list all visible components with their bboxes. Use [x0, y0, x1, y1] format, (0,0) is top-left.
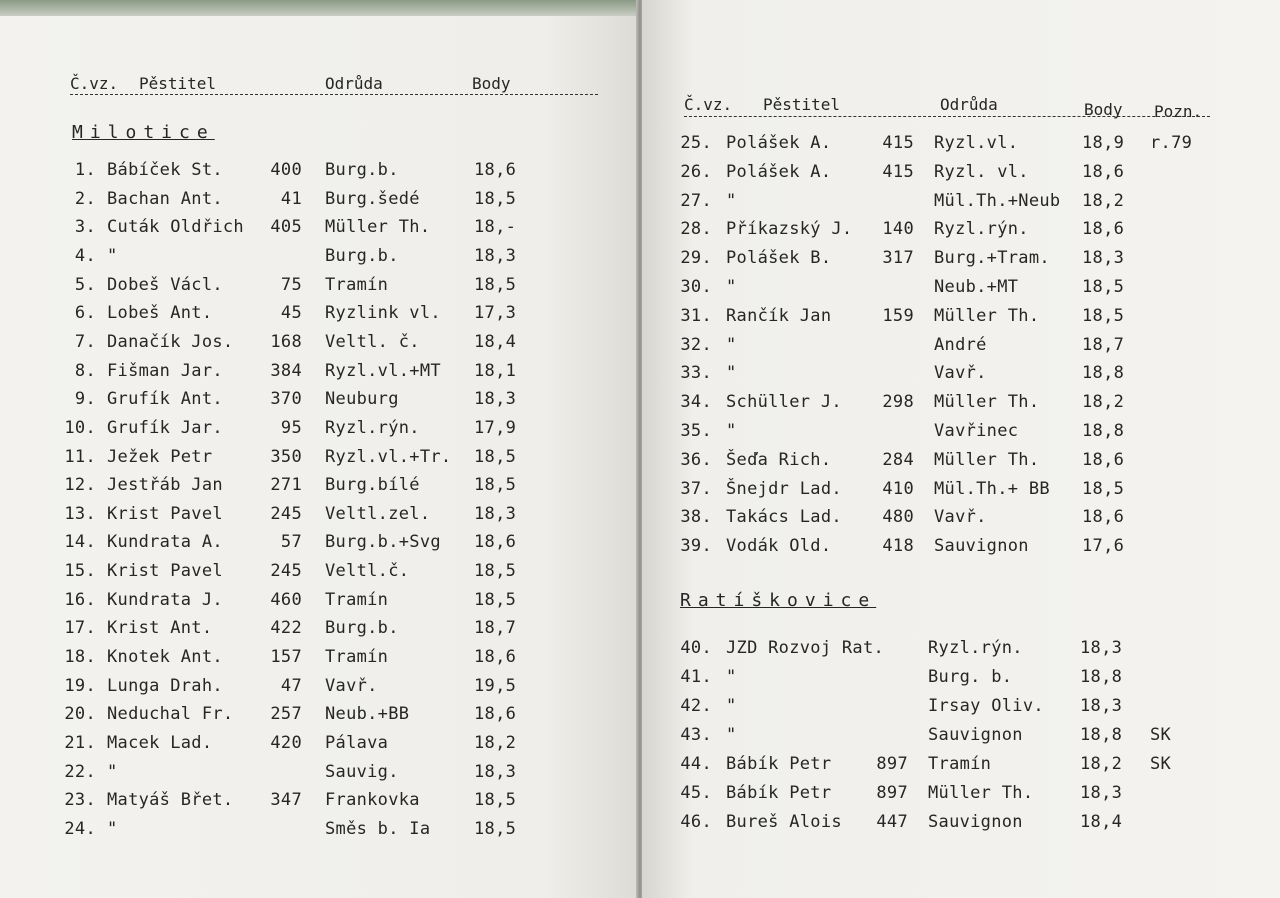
header-odruda: Odrůda: [325, 74, 383, 93]
entry-number: 33.: [680, 363, 712, 384]
entry-number: 2.: [74, 188, 96, 209]
score: 18,9: [1082, 133, 1125, 153]
sample-number: 347: [270, 790, 302, 811]
header-body: Body: [472, 74, 511, 93]
sample-number: 897: [876, 754, 908, 774]
header-cvz: Č.vz.: [684, 95, 733, 114]
sample-number: 284: [882, 449, 914, 470]
entry-number: 13.: [64, 503, 96, 524]
grower-name: Krist Pavel: [107, 561, 223, 582]
score: 18,5: [474, 475, 517, 496]
score: 18,6: [1082, 507, 1125, 528]
sample-number: 140: [882, 219, 914, 240]
sample-number: 400: [270, 160, 302, 180]
variety: Müller Th.: [934, 449, 1040, 470]
grower-name: Šeďa Rich.: [726, 449, 832, 470]
entry-number: 6.: [74, 303, 96, 324]
grower-name: Kundrata A.: [107, 532, 223, 553]
grower-name: ": [726, 421, 737, 441]
grower-name: ": [726, 190, 737, 211]
grower-name: ": [726, 696, 737, 716]
score: 18,8: [1080, 725, 1123, 745]
sample-number: 271: [270, 475, 302, 496]
score: 18,5: [474, 561, 517, 582]
header-pestitel: Pěstitel: [763, 95, 841, 114]
score: 18,6: [474, 160, 517, 180]
sample-number: 45: [280, 303, 302, 324]
grower-name: Grufík Ant.: [107, 389, 223, 410]
grower-name: Kundrata J.: [107, 589, 223, 610]
entry-number: 4.: [74, 245, 96, 266]
sample-number: 298: [882, 392, 914, 413]
variety: Müller Th.: [325, 217, 431, 238]
entry-number: 32.: [680, 334, 712, 355]
score: 18,4: [474, 331, 517, 352]
sample-number: 415: [882, 133, 914, 153]
entry-number: 8.: [74, 360, 96, 381]
score: 18,5: [474, 790, 517, 811]
grower-name: ": [726, 667, 737, 687]
entry-number: 10.: [64, 417, 96, 438]
entry-number: 26.: [680, 161, 712, 182]
grower-name: ": [107, 818, 118, 839]
score: 17,3: [474, 303, 517, 324]
entry-number: 43.: [680, 725, 712, 745]
sample-number: 47: [280, 675, 302, 696]
score: 18,3: [1080, 638, 1123, 658]
score: 18,3: [474, 245, 517, 266]
sample-number: 157: [270, 647, 302, 668]
score: 18,5: [474, 818, 517, 839]
variety: Irsay Oliv.: [928, 696, 1044, 716]
entry-number: 30.: [680, 277, 712, 297]
score: 18,8: [1080, 667, 1123, 687]
grower-name: Krist Ant.: [107, 618, 213, 639]
page-edge-strip: [0, 0, 640, 16]
entry-number: 18.: [64, 647, 96, 668]
sample-number: 384: [270, 360, 302, 381]
variety: Müller Th.: [934, 305, 1040, 326]
grower-name: Knotek Ant.: [107, 647, 223, 668]
entry-number: 39.: [680, 536, 712, 557]
score: 18,5: [474, 274, 517, 295]
variety: Neuburg: [325, 389, 399, 410]
score: 18,7: [1082, 334, 1125, 355]
entry-number: 5.: [74, 274, 96, 295]
grower-name: Cuták Oldřich: [107, 217, 244, 238]
note: SK: [1150, 754, 1172, 774]
entry-number: 29.: [680, 248, 712, 269]
variety: Veltl.zel.: [325, 503, 431, 524]
variety: Sauvignon: [928, 725, 1023, 745]
entry-number: 7.: [74, 331, 96, 352]
entry-number: 25.: [680, 133, 712, 153]
score: 18,6: [1082, 219, 1125, 240]
entry-number: 38.: [680, 507, 712, 528]
score: 18,1: [474, 360, 517, 381]
sample-number: 370: [270, 389, 302, 410]
variety: Burg.b.: [325, 245, 399, 266]
grower-name: Danačík Jos.: [107, 331, 234, 352]
grower-name: Dobeš Václ.: [107, 274, 223, 295]
variety: Ryzl. vl.: [934, 161, 1029, 182]
entry-number: 44.: [680, 754, 712, 774]
grower-name: Matyáš Břet.: [107, 790, 234, 811]
grower-name: Fišman Jar.: [107, 360, 223, 381]
entry-number: 24.: [64, 818, 96, 839]
grower-name: Macek Lad.: [107, 733, 213, 753]
variety: Müller Th.: [934, 392, 1040, 413]
grower-name: Vodák Old.: [726, 536, 832, 557]
variety: Vavřinec: [934, 421, 1019, 441]
variety: Burg.b.: [325, 160, 399, 180]
variety: André: [934, 334, 987, 355]
grower-name: Šnejdr Lad.: [726, 478, 842, 499]
entry-number: 41.: [680, 667, 712, 687]
variety: Burg.+Tram.: [934, 248, 1050, 269]
variety: Směs b. Ia: [325, 818, 431, 839]
score: 18,3: [1080, 783, 1123, 803]
variety: Ryzl.rýn.: [934, 219, 1029, 240]
score: 18,2: [1082, 190, 1125, 211]
variety: Vavř.: [934, 507, 987, 528]
grower-name: Bábík Petr: [726, 754, 832, 774]
entry-number: 14.: [64, 532, 96, 553]
variety: Mül.Th.+ BB: [934, 478, 1050, 499]
score: 18,2: [1080, 754, 1123, 774]
sample-number: 415: [882, 161, 914, 182]
variety: Veltl.č.: [325, 561, 410, 582]
header-rule: [70, 94, 598, 95]
variety: Neub.+MT: [934, 277, 1019, 297]
score: 18,6: [474, 532, 517, 553]
entry-number: 19.: [64, 675, 96, 696]
variety: Müller Th.: [928, 783, 1034, 803]
variety: Burg.šedé: [325, 188, 420, 209]
grower-name: Příkazský J.: [726, 219, 853, 240]
grower-name: Takács Lad.: [726, 507, 842, 528]
variety: Vavř.: [934, 363, 987, 384]
score: 18,5: [474, 589, 517, 610]
sample-number: 480: [882, 507, 914, 528]
entry-number: 34.: [680, 392, 712, 413]
variety: Burg.bílé: [325, 475, 420, 496]
grower-name: Bábíček St.: [107, 160, 223, 180]
score: 18,5: [1082, 277, 1125, 297]
variety: Ryzl.rýn.: [928, 638, 1023, 658]
note: SK: [1150, 725, 1172, 745]
sample-number: 420: [270, 733, 302, 753]
score: 18,-: [474, 217, 517, 238]
variety: Burg. b.: [928, 667, 1013, 687]
entry-number: 40.: [680, 638, 712, 658]
grower-name: Schüller J.: [726, 392, 842, 413]
sample-number: 159: [882, 305, 914, 326]
grower-name: Ježek Petr: [107, 446, 213, 467]
grower-name: Neduchal Fr.: [107, 704, 234, 725]
score: 18,3: [474, 761, 517, 782]
score: 18,7: [474, 618, 517, 639]
entry-number: 42.: [680, 696, 712, 716]
grower-name: ": [107, 761, 118, 782]
variety: Burg.b.: [325, 618, 399, 639]
entry-number: 45.: [680, 783, 712, 803]
variety: Pálava: [325, 733, 389, 753]
entry-number: 31.: [680, 305, 712, 326]
variety: Tramín: [325, 647, 389, 668]
grower-name: ": [726, 334, 737, 355]
entry-number: 17.: [64, 618, 96, 639]
sample-number: 447: [876, 812, 908, 832]
score: 17,6: [1082, 536, 1125, 557]
sample-number: 57: [280, 532, 302, 553]
grower-name: Rančík Jan: [726, 305, 832, 326]
grower-name: Jestřáb Jan: [107, 475, 223, 496]
score: 18,5: [1082, 305, 1125, 326]
grower-name: ": [726, 725, 737, 745]
variety: Burg.b.+Svg: [325, 532, 441, 553]
sample-number: 405: [270, 217, 302, 238]
entry-number: 35.: [680, 421, 712, 441]
sample-number: 422: [270, 618, 302, 639]
sample-number: 245: [270, 561, 302, 582]
variety: Sauvignon: [928, 812, 1023, 832]
score: 18,5: [474, 446, 517, 467]
entry-number: 12.: [64, 475, 96, 496]
entry-number: 20.: [64, 704, 96, 725]
entry-number: 37.: [680, 478, 712, 499]
sample-number: 410: [882, 478, 914, 499]
grower-name: ": [726, 363, 737, 384]
variety: Neub.+BB: [325, 704, 410, 725]
score: 17,9: [474, 417, 517, 438]
score: 18,8: [1082, 421, 1125, 441]
entry-number: 22.: [64, 761, 96, 782]
score: 18,3: [474, 389, 517, 410]
variety: Ryzl.rýn.: [325, 417, 420, 438]
entry-number: 3.: [74, 217, 96, 238]
variety: Vavř.: [325, 675, 378, 696]
grower-name: Bureš Alois: [726, 812, 842, 832]
sample-number: 418: [882, 536, 914, 557]
variety: Sauvig.: [325, 761, 399, 782]
score: 18,4: [1080, 812, 1123, 832]
sample-number: 41: [280, 188, 302, 209]
grower-name: Lobeš Ant.: [107, 303, 213, 324]
score: 18,8: [1082, 363, 1125, 384]
grower-name: Polášek B.: [726, 248, 832, 269]
grower-name: Polášek A.: [726, 133, 832, 153]
note: r.79: [1150, 133, 1193, 153]
variety: Tramín: [325, 589, 389, 610]
section-title-ratiskovice: Ratíškovice: [680, 590, 877, 611]
variety: Tramín: [325, 274, 389, 295]
variety: Tramín: [928, 754, 992, 774]
entry-number: 27.: [680, 190, 712, 211]
variety: Frankovka: [325, 790, 420, 811]
entry-number: 36.: [680, 449, 712, 470]
entry-number: 9.: [74, 389, 96, 410]
sample-number: 75: [280, 274, 302, 295]
score: 18,5: [474, 188, 517, 209]
grower-name: Bábík Petr: [726, 783, 832, 803]
sample-number: 317: [882, 248, 914, 269]
score: 18,5: [1082, 478, 1125, 499]
score: 18,6: [1082, 449, 1125, 470]
grower-name: Lunga Drah.: [107, 675, 223, 696]
entry-number: 16.: [64, 589, 96, 610]
sample-number: 168: [270, 331, 302, 352]
sample-number: 245: [270, 503, 302, 524]
variety: Mül.Th.+Neub: [934, 190, 1061, 211]
score: 18,3: [474, 503, 517, 524]
score: 18,3: [1082, 248, 1125, 269]
grower-name: Krist Pavel: [107, 503, 223, 524]
entry-number: 1.: [74, 160, 96, 180]
grower-name: ": [107, 245, 118, 266]
entry-number: 11.: [64, 446, 96, 467]
grower-name: Polášek A.: [726, 161, 832, 182]
sample-number: 350: [270, 446, 302, 467]
header-pozn: Pozn.: [1154, 102, 1203, 121]
entry-number: 21.: [64, 733, 96, 753]
section-title-milotice: Milotice: [72, 122, 215, 143]
entry-number: 46.: [680, 812, 712, 832]
score: 18,6: [1082, 161, 1125, 182]
variety: Ryzl.vl.: [934, 133, 1019, 153]
header-body: Body: [1084, 100, 1123, 119]
header-odruda: Odrůda: [940, 95, 998, 114]
header-cvz: Č.vz.: [70, 74, 119, 93]
header-rule: [684, 116, 1210, 117]
right-page: [642, 0, 1280, 898]
entry-number: 28.: [680, 219, 712, 240]
sample-number: 897: [876, 783, 908, 803]
variety: Ryzl.vl.+Tr.: [325, 446, 452, 467]
sample-number: 95: [280, 417, 302, 438]
sample-number: 460: [270, 589, 302, 610]
variety: Sauvignon: [934, 536, 1029, 557]
variety: Veltl. č.: [325, 331, 420, 352]
grower-name: Bachan Ant.: [107, 188, 223, 209]
score: 18,2: [474, 733, 517, 753]
score: 18,6: [474, 704, 517, 725]
variety: Ryzl.vl.+MT: [325, 360, 441, 381]
entry-number: 15.: [64, 561, 96, 582]
score: 18,6: [474, 647, 517, 668]
grower-name: ": [726, 277, 737, 297]
entry-number: 23.: [64, 790, 96, 811]
sample-number: 257: [270, 704, 302, 725]
grower-name: JZD Rozvoj Rat.: [726, 638, 885, 658]
score: 18,3: [1080, 696, 1123, 716]
header-pestitel: Pěstitel: [139, 74, 217, 93]
grower-name: Grufík Jar.: [107, 417, 223, 438]
variety: Ryzlink vl.: [325, 303, 441, 324]
score: 18,2: [1082, 392, 1125, 413]
score: 19,5: [474, 675, 517, 696]
